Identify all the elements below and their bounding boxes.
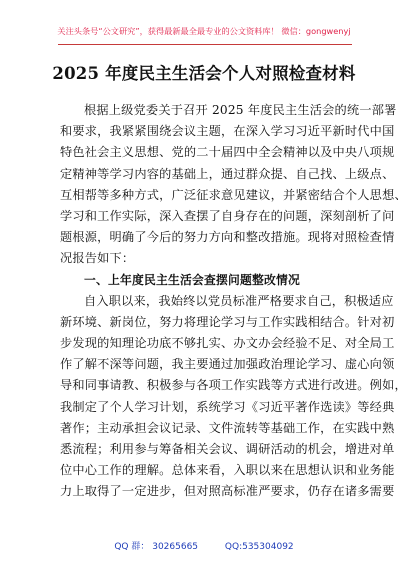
intro-line: 根据上级党委关于召开 2025 年度民主生活会的统一部署: [84, 103, 397, 117]
intro-line: 定精神等学习内容的基础上，通过群众提、自己找、上级点、: [60, 166, 395, 181]
section-line: 悉流程；利用参与筹备相关会议、调研活动的机会，增进对单: [60, 442, 395, 456]
section-line: 力上取得了一定进步，但对照高标准严要求，仍存在诸多需要: [60, 484, 395, 499]
section-heading: 一、上年度民主生活会查摆问题整改情况: [84, 272, 300, 287]
intro-line: 况报告如下：: [60, 251, 135, 266]
document-title: 2025 年度民主生活会个人对照检查材料: [52, 64, 356, 83]
intro-line: 互相帮等多种方式，广泛征求意见建议，并紧密结合个人思想、: [60, 187, 407, 202]
intro-line: 学习和工作实际，深入查摆了自身存在的问题，深刻剖析了问: [60, 208, 395, 223]
section-line: 新环境、新岗位，努力将理论学习与工作实践相结合。针对初: [60, 314, 395, 329]
intro-line: 和要求，我紧紧围绕会议主题，在深入学习习近平新时代中国: [60, 124, 395, 139]
intro-line: 题根源，明确了今后的努力方向和整改措施。现将对照检查情: [60, 230, 395, 245]
intro-line: 特色社会主义思想、党的二十届四中全会精神以及中央八项规: [60, 145, 395, 160]
contact-footer: [0, 539, 408, 552]
header-rule: [58, 44, 352, 45]
section-line: 位中心工作的理解。总体来看，入职以来在思想认识和业务能: [60, 463, 395, 478]
document-body: [60, 100, 407, 503]
section-line: 导和同事请教、积极参与各项工作实践等方式进行改进。例如，: [60, 378, 407, 393]
section-line: 自入职以来，我始终以党员标准严格要求自己，积极适应: [84, 293, 394, 308]
section-line: 步发现的知理论功底不够扎实、办文办会经验不足、对全局工: [60, 336, 395, 351]
qq-group-number: QQ 群： 30265665: [114, 542, 199, 552]
section-line: 著作；主动承担会议记录、文件流转等基础工作，在实践中熟: [60, 420, 395, 435]
section-line: 我制定了个人学习计划，系统学习《习近平著作选读》等经典: [60, 399, 395, 414]
qq-contact-number: QQ:535304092: [224, 542, 294, 552]
promo-header: 关注头条号“公文研究”，获得最新最全最专业的公文资料库！ 微信：gongwenyj: [57, 26, 351, 36]
section-line: 作了解不深等问题，我主要通过加强政治理论学习、虚心向领: [60, 357, 395, 372]
